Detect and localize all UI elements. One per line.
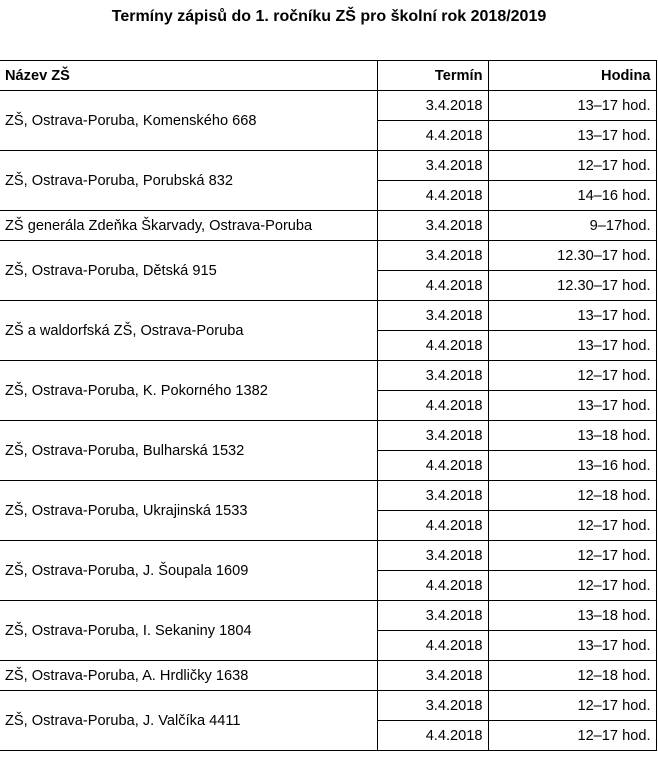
header-row (0, 61, 656, 91)
table-row (0, 241, 656, 271)
school-name-cell: ZŠ, Ostrava-Poruba, I. Sekaniny 1804 (0, 601, 377, 661)
date-cell: 4.4.2018 (377, 181, 488, 211)
time-cell: 12.30–17 hod. (488, 241, 656, 271)
date-cell: 4.4.2018 (377, 121, 488, 151)
date-cell: 3.4.2018 (377, 91, 488, 121)
time-cell: 12–17 hod. (488, 571, 656, 601)
date-cell: 3.4.2018 (377, 661, 488, 691)
time-cell: 12–17 hod. (488, 511, 656, 541)
column-header-time: Hodina (488, 61, 656, 91)
date-cell: 4.4.2018 (377, 631, 488, 661)
time-cell: 13–17 hod. (488, 91, 656, 121)
date-cell: 3.4.2018 (377, 361, 488, 391)
date-cell: 4.4.2018 (377, 271, 488, 301)
school-name-cell: ZŠ, Ostrava-Poruba, A. Hrdličky 1638 (0, 661, 377, 691)
date-cell: 3.4.2018 (377, 691, 488, 721)
table-row (0, 361, 656, 391)
school-name-cell: ZŠ, Ostrava-Poruba, Ukrajinská 1533 (0, 481, 377, 541)
table-body (0, 91, 656, 751)
date-cell: 4.4.2018 (377, 451, 488, 481)
date-cell: 3.4.2018 (377, 301, 488, 331)
school-name-cell: ZŠ, Ostrava-Poruba, J. Šoupala 1609 (0, 541, 377, 601)
date-cell: 3.4.2018 (377, 211, 488, 241)
column-header-name: Název ZŠ (0, 61, 377, 91)
time-cell: 13–17 hod. (488, 391, 656, 421)
time-cell: 12–17 hod. (488, 541, 656, 571)
time-cell: 12–17 hod. (488, 151, 656, 181)
table-row (0, 661, 656, 691)
table-row (0, 481, 656, 511)
table-row (0, 301, 656, 331)
time-cell: 13–17 hod. (488, 331, 656, 361)
school-name-cell: ZŠ, Ostrava-Poruba, K. Pokorného 1382 (0, 361, 377, 421)
school-name-cell: ZŠ a waldorfská ZŠ, Ostrava-Poruba (0, 301, 377, 361)
table-row (0, 211, 656, 241)
date-cell: 4.4.2018 (377, 511, 488, 541)
school-name-cell: ZŠ, Ostrava-Poruba, Porubská 832 (0, 151, 377, 211)
empty-row (0, 34, 656, 61)
table-row (0, 691, 656, 721)
time-cell: 13–18 hod. (488, 421, 656, 451)
date-cell: 3.4.2018 (377, 241, 488, 271)
time-cell: 13–17 hod. (488, 301, 656, 331)
table-row (0, 541, 656, 571)
time-cell: 12–18 hod. (488, 661, 656, 691)
time-cell: 9–17hod. (488, 211, 656, 241)
date-cell: 3.4.2018 (377, 481, 488, 511)
time-cell: 14–16 hod. (488, 181, 656, 211)
column-header-date: Termín (377, 61, 488, 91)
school-name-cell: ZŠ, Ostrava-Poruba, Bulharská 1532 (0, 421, 377, 481)
time-cell: 13–17 hod. (488, 631, 656, 661)
school-name-cell: ZŠ, Ostrava-Poruba, J. Valčíka 4411 (0, 691, 377, 751)
date-cell: 4.4.2018 (377, 571, 488, 601)
table-row (0, 91, 656, 121)
date-cell: 4.4.2018 (377, 331, 488, 361)
time-cell: 13–16 hod. (488, 451, 656, 481)
time-cell: 12.30–17 hod. (488, 271, 656, 301)
school-name-cell: ZŠ, Ostrava-Poruba, Dětská 915 (0, 241, 377, 301)
date-cell: 3.4.2018 (377, 151, 488, 181)
date-cell: 3.4.2018 (377, 541, 488, 571)
time-cell: 12–17 hod. (488, 691, 656, 721)
school-name-cell: ZŠ, Ostrava-Poruba, Komenského 668 (0, 91, 377, 151)
table-row (0, 601, 656, 631)
schedule-table (0, 60, 657, 751)
table-row (0, 421, 656, 451)
time-cell: 12–17 hod. (488, 721, 656, 751)
date-cell: 3.4.2018 (377, 421, 488, 451)
time-cell: 13–17 hod. (488, 121, 656, 151)
time-cell: 13–18 hod. (488, 601, 656, 631)
page-title: Termíny zápisů do 1. ročníku ZŠ pro školní rok 2018/2019 (111, 8, 547, 25)
time-cell: 12–18 hod. (488, 481, 656, 511)
date-cell: 4.4.2018 (377, 391, 488, 421)
table-row (0, 151, 656, 181)
date-cell: 3.4.2018 (377, 601, 488, 631)
time-cell: 12–17 hod. (488, 361, 656, 391)
date-cell: 4.4.2018 (377, 721, 488, 751)
school-name-cell: ZŠ generála Zdeňka Škarvady, Ostrava-Poruba (0, 211, 377, 241)
